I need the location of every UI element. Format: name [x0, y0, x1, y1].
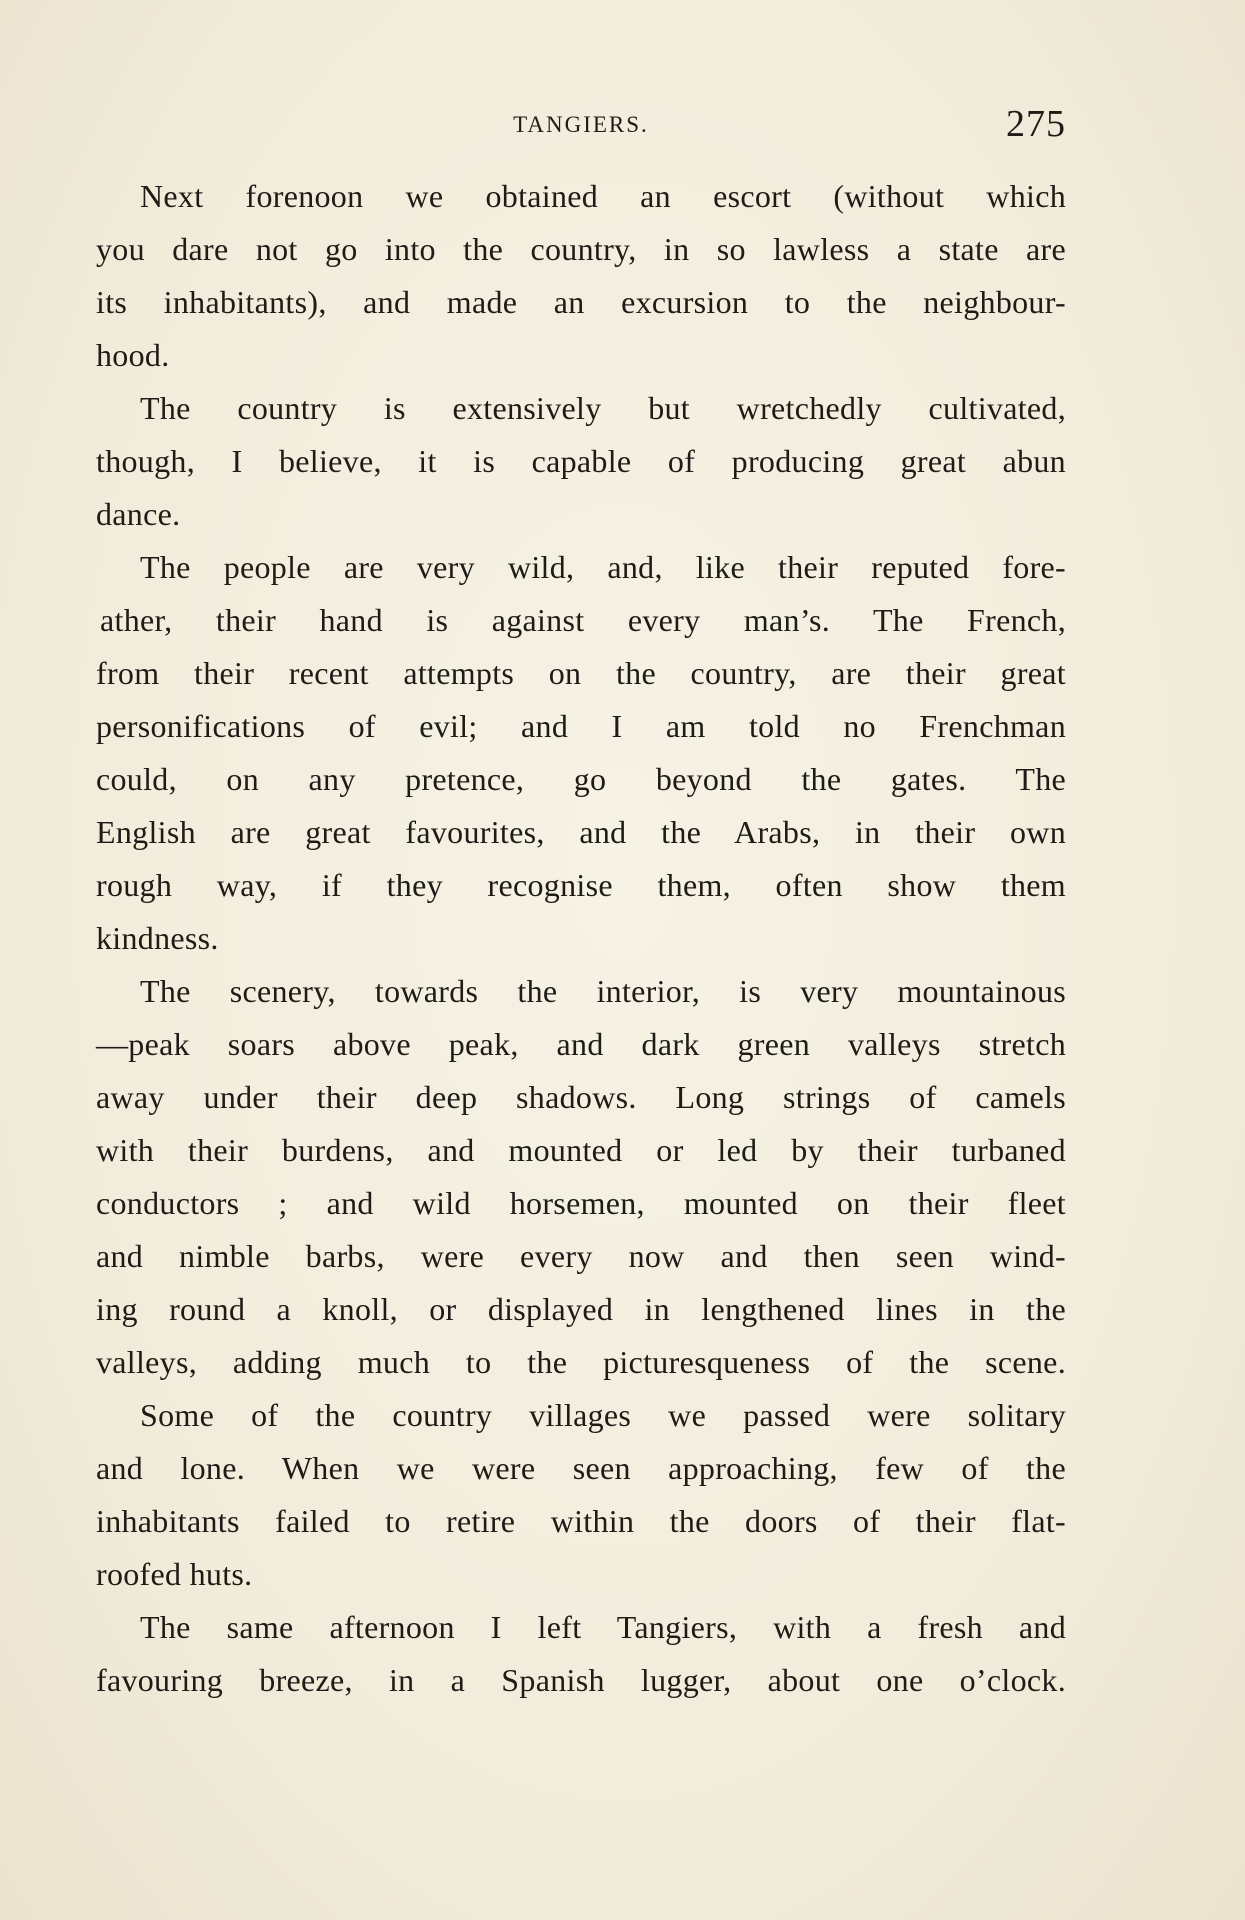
text-line: and nimble barbs, were every now and then seen wind-: [96, 1238, 1066, 1274]
text-line: —peak soars above peak, and dark green valleys stretch: [96, 1026, 1066, 1062]
body-text: [96, 170, 1066, 1707]
text-line: rough way, if they recognise them, often show them: [96, 867, 1066, 903]
text-line: and lone. When we were seen approaching, few of the: [96, 1450, 1066, 1486]
text-line: kindness.: [96, 920, 219, 956]
text-line: personifications of evil; and I am told no Frenchman: [96, 708, 1066, 744]
text-line: with their burdens, and mounted or led by their turbaned: [96, 1132, 1066, 1168]
text-line: conductors ; and wild horsemen, mounted on their fleet: [96, 1185, 1066, 1221]
text-line: The country is extensively but wretchedly cultivated,: [140, 390, 1066, 426]
text-line: The scenery, towards the interior, is very mountainous: [140, 973, 1066, 1009]
text-line: from their recent attempts on the country, are their great: [96, 655, 1066, 691]
text-line: you dare not go into the country, in so lawless a state are: [96, 231, 1066, 267]
text-line: away under their deep shadows. Long strings of camels: [96, 1079, 1066, 1115]
running-head: [96, 103, 1066, 148]
page-number: 275: [1006, 103, 1066, 145]
text-line: could, on any pretence, go beyond the gates. The: [96, 761, 1066, 797]
text-line: ather, their hand is against every man’s. The French,: [100, 602, 1066, 638]
text-line: hood.: [96, 337, 170, 373]
text-line: favouring breeze, in a Spanish lugger, about one o’clock.: [96, 1662, 1066, 1698]
text-line: English are great favourites, and the Arabs, in their own: [96, 814, 1066, 850]
text-line: ing round a knoll, or displayed in lengthened lines in the: [96, 1291, 1066, 1327]
text-line: Some of the country villages we passed were solitary: [140, 1397, 1066, 1433]
text-line: inhabitants failed to retire within the doors of their flat-: [96, 1503, 1066, 1539]
text-line: roofed huts.: [96, 1556, 253, 1592]
text-line: The people are very wild, and, like their reputed fore-: [140, 549, 1066, 585]
running-title: TANGIERS.: [513, 112, 649, 137]
text-line: valleys, adding much to the picturesqueness of the scene.: [96, 1344, 1066, 1380]
text-line: dance.: [96, 496, 181, 532]
text-line: The same afternoon I left Tangiers, with a fresh and: [140, 1609, 1066, 1645]
text-line: though, I believe, it is capable of producing great abun: [96, 443, 1066, 479]
text-line: its inhabitants), and made an excursion to the neighbour-: [96, 284, 1066, 320]
text-line: Next forenoon we obtained an escort (without which: [140, 178, 1066, 214]
